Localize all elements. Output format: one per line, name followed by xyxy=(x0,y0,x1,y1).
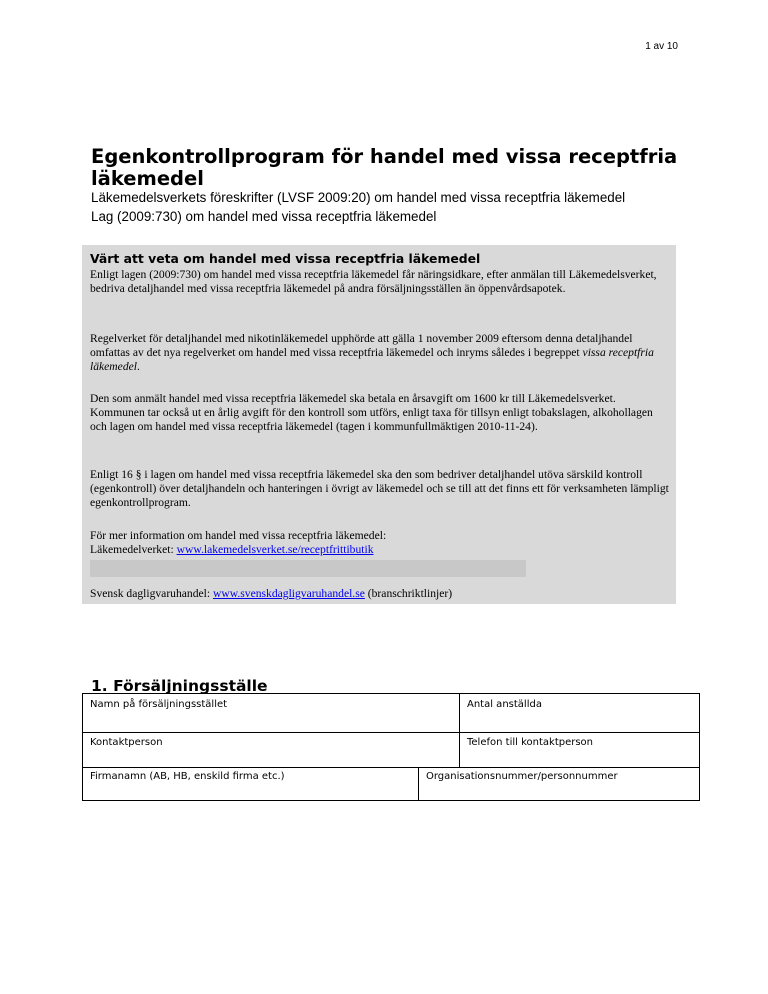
field-company[interactable] xyxy=(83,767,418,800)
subtitle-law: Lag (2009:730) om handel med vissa receptfria läkemedel xyxy=(91,209,437,224)
info-paragraph-dagligvaruhandel xyxy=(90,587,672,601)
page-number: 1 av 10 xyxy=(645,41,678,52)
field-phone-label: Telefon till kontaktperson xyxy=(467,737,594,748)
field-org-number-label: Organisationsnummer/personnummer xyxy=(426,771,618,782)
info-paragraph-nicotine-italic: vissa receptfria läkemedel xyxy=(90,346,654,374)
field-company-label: Firmanamn (AB, HB, enskild firma etc.) xyxy=(90,771,285,782)
field-phone[interactable] xyxy=(460,732,699,767)
highlight-bar xyxy=(90,560,526,577)
form-row-contact xyxy=(83,732,699,768)
field-contact-label: Kontaktperson xyxy=(90,737,163,748)
info-heading: Värt att veta om handel med vissa receptfria läkemedel xyxy=(90,251,481,266)
form-row-company xyxy=(83,767,699,800)
section-title-salespoint: 1. Försäljningsställe xyxy=(91,677,268,695)
info-paragraph-nicotine-text: Regelverket för detaljhandel med nikotinläkemedel upphörde att gälla 1 november 2009 eftersom denna detaljhandel omfattas av det nya regelverket om handel med vissa receptfria läkemedel och inryms således i begreppet xyxy=(90,332,633,360)
info-paragraph-more-info xyxy=(90,529,672,557)
info-paragraph-nicotine-end: . xyxy=(137,360,140,374)
field-name-label: Namn på försäljningsstället xyxy=(90,699,228,710)
form-row-name xyxy=(83,694,699,733)
dagligvaruhandel-note: (branschriktlinjer) xyxy=(364,587,453,600)
field-org-number[interactable] xyxy=(419,767,699,800)
info-paragraph-nicotine xyxy=(90,332,672,375)
dagligvaruhandel-link[interactable]: www.svenskdagligvaruhandel.se xyxy=(213,587,365,600)
field-employees[interactable] xyxy=(460,694,699,732)
salespoint-form xyxy=(82,693,700,801)
dagligvaruhandel-label: Svensk dagligvaruhandel: xyxy=(90,587,213,600)
more-info-intro: För mer information om handel med vissa receptfria läkemedel: xyxy=(90,529,387,542)
lakemedelsverket-label: Läkemedelverket: xyxy=(90,543,177,557)
field-employees-label: Antal anställda xyxy=(467,699,542,710)
subtitle-regulation: Läkemedelsverkets föreskrifter (LVSF 2009:20) om handel med vissa receptfria läkemedel xyxy=(91,190,626,205)
info-box xyxy=(82,245,676,604)
info-paragraph-fees: Den som anmält handel med vissa receptfria läkemedel ska betala en årsavgift om 1600 kr till Läkemedelsverket. Kommunen tar också ut en årlig avgift för den kontroll som utförs, enligt taxa för tillsyn enligt tobakslagen, alkohollagen och lagen om handel med vissa receptfria läkemedel (tagen i kommunfullmäktigen 2010-11-24). xyxy=(90,392,653,434)
field-name[interactable] xyxy=(83,694,459,732)
lakemedelsverket-link[interactable]: www.lakemedelsverket.se/receptfrittibutik xyxy=(176,543,374,557)
page-title: Egenkontrollprogram för handel med vissa receptfria läkemedel xyxy=(91,145,678,190)
info-paragraph-registration: Enligt lagen (2009:730) om handel med vissa receptfria läkemedel får näringsidkare, efter anmälan till Läkemedelsverket, bedriva detaljhandel med vissa receptfria läkemedel på andra försäljningsställen än öppenvårdsapotek. xyxy=(90,268,657,296)
field-contact[interactable] xyxy=(83,732,459,767)
info-paragraph-selfcontrol: Enligt 16 § i lagen om handel med vissa receptfria läkemedel ska den som bedriver detaljhandel utöva särskild kontroll (egenkontroll) över detaljhandeln och hanteringen i övrigt av läkemedel och se till att det finns ett för verksamheten lämpligt egenkontrollprogram. xyxy=(90,468,669,510)
